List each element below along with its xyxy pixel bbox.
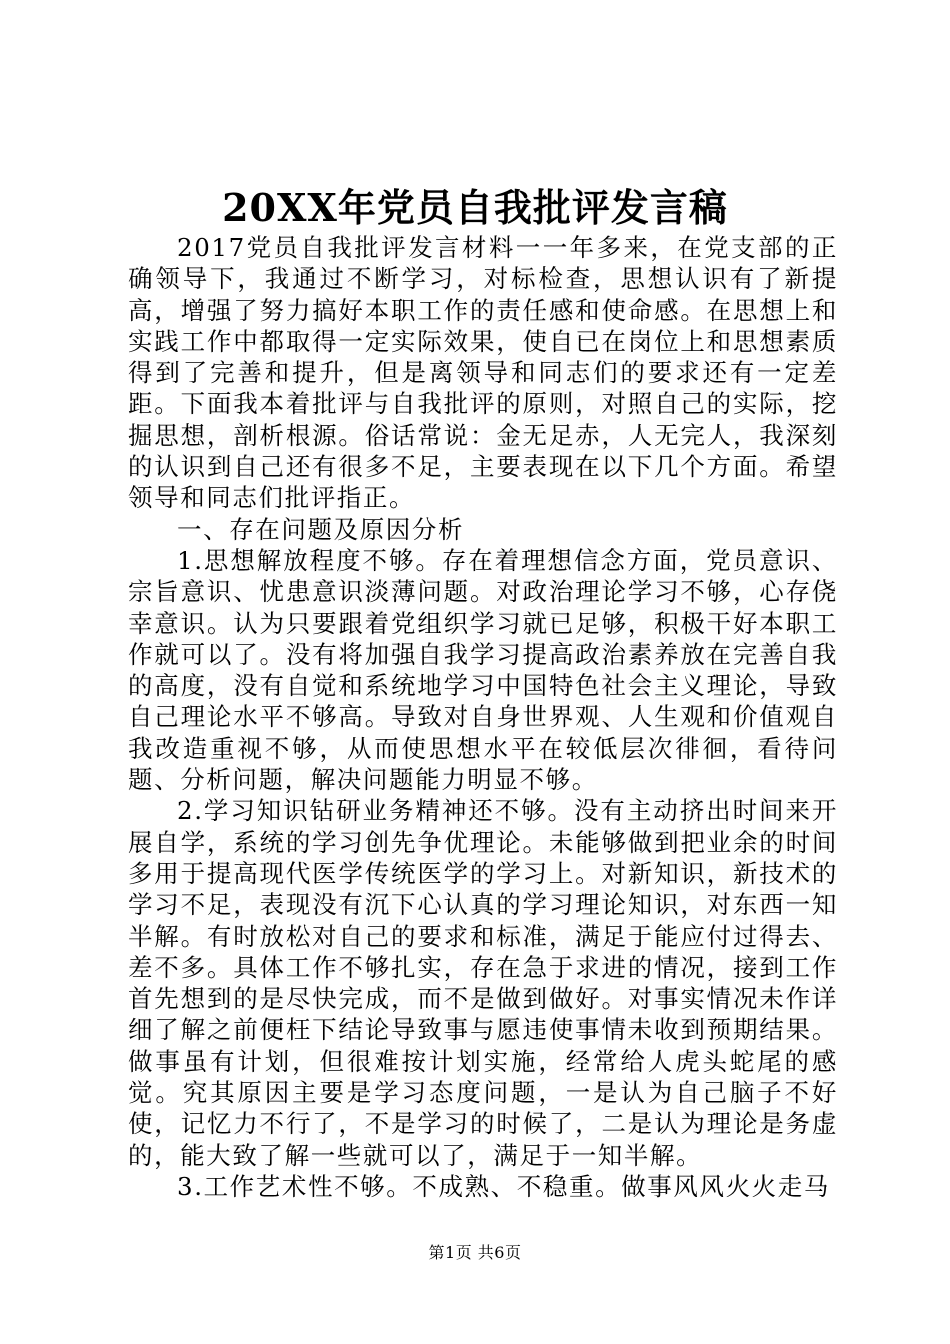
paragraph-item-1: 1.思想解放程度不够。存在着理想信念方面，党员意识、宗旨意识、忧患意识淡薄问题。对政治理论学习不够，心存侥幸意识。认为只要跟着党组织学习就已足够，积极干好本职工作就可以了。没有将加强自我学习提高政治素养放在完善自我的高度，没有自觉和系统地学习中国特色社会主义理论，导致自己理论水平不够高。导致对自身世界观、人生观和价值观自我改造重视不够，从而使思想水平在较低层次徘徊，看待问题、分析问题，解决问题能力明显不够。 (128, 545, 838, 795)
paragraph-item-3: 3.工作艺术性不够。不成熟、不稳重。做事风风火火走马 (177, 1171, 830, 1201)
paragraph-item-2: 2.学习知识钻研业务精神还不够。没有主动挤出时间来开展自学，系统的学习创先争优理论。未能够做到把业余的时间多用于提高现代医学传统医学的学习上。对新知识，新技术的学习不足，表现没有沉下心认真的学习理论知识，对东西一知半解。有时放松对自己的要求和标准，满足于能应付过得去、差不多。具体工作不够扎实，存在急于求进的情况，接到工作首先想到的是尽快完成，而不是做到做好。对事实情况未作详细了解之前便枉下结论导致事与愿违使事情未收到预期结果。做事虽有计划，但很难按计划实施，经常给人虎头蛇尾的感觉。究其原因主要是学习态度问题，一是认为自己脑子不好使，记忆力不行了，不是学习的时候了，二是认为理论是务虚的，能大致了解一些就可以了，满足于一知半解。 (128, 796, 838, 1170)
document-body (128, 232, 838, 1202)
paragraph-intro: 2017党员自我批评发言材料一一年多来，在党支部的正确领导下，我通过不断学习，对标检查，思想认识有了新提高，增强了努力搞好本职工作的责任感和使命感。在思想上和实践工作中都取得一定实际效果，使自已在岗位上和思想素质得到了完善和提升，但是离领导和同志们的要求还有一定差距。下面我本着批评与自我批评的原则，对照自己的实际，挖掘思想，剖析根源。俗话常说：金无足赤，人无完人，我深刻的认识到自己还有很多不足，主要表现在以下几个方面。希望领导和同志们批评指正。 (128, 233, 838, 513)
document-title: 20XX年党员自我批评发言稿 (222, 185, 728, 230)
page-number-footer: 第1页 共6页 (428, 1243, 522, 1262)
section-heading: 一、存在问题及原因分析 (177, 514, 465, 544)
